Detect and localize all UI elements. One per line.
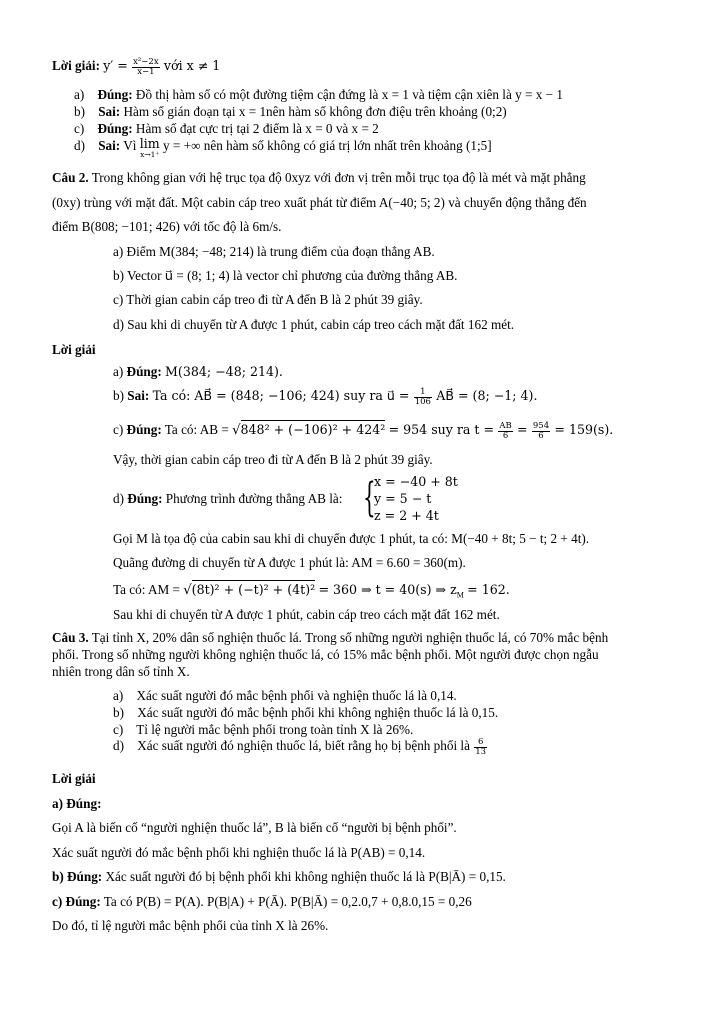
system-equation-z: z = 2 + 4t (374, 508, 439, 523)
equals-sign: = (517, 422, 528, 438)
square-root: √(8t)² + (−t)² + (4t)² (183, 582, 316, 598)
q3-option-b (113, 705, 498, 721)
item-text: Ta có: AM = (113, 582, 180, 597)
solution-heading-line (52, 58, 220, 76)
item-marker: b) (113, 705, 124, 720)
fraction-denominator: 6 (502, 430, 509, 441)
square-root: √848² + (−106)² + 424² (232, 422, 386, 439)
question-text: Trong không gian với hệ trục tọa độ 0xyz với đơn vị trên mỗi trục tọa độ là mét và mặt phẳng (91, 170, 586, 185)
item-text: Vì (123, 138, 137, 153)
derivative-lead: y′ = (103, 58, 128, 74)
limit-word: lim (139, 136, 160, 151)
item-marker: d) (113, 491, 124, 506)
s3-pab: Xác suất người đó mắc bệnh phổi khi nghiện thuốc lá là P(AB) = 0,14. (52, 845, 426, 860)
s2-c-conclusion: Vậy, thời gian cabin cáp treo đi từ A đến B là 2 phút 39 giây. (113, 452, 433, 467)
radicand: 848² + (−106)² + 424² (240, 422, 386, 438)
fraction-denominator: x−1 (137, 66, 155, 77)
s3-definition: Gọi A là biến cố “người nghiện thuốc lá”, B là biến cố “người bị bệnh phổi”. (52, 820, 457, 835)
limit-subscript: x→1⁺ (140, 149, 160, 159)
item-verdict: b) Đúng: (52, 869, 103, 884)
item-verdict: Sai: (127, 388, 150, 404)
derivative-tail: với x ≠ 1 (163, 58, 221, 74)
question-label: Câu 3. (52, 630, 89, 645)
q2-option-b: b) Vector u⃗ = (8; 1; 4) là vector chỉ phương của đường thẳng AB. (113, 268, 458, 283)
item-marker: a) (113, 364, 124, 379)
system-brace: { (363, 475, 376, 521)
fraction-denominator: 6 (538, 430, 544, 441)
q3-line-3: nhiên trong dân số tỉnh X. (52, 664, 190, 679)
question-label: Câu 2. (52, 170, 89, 185)
inline-fraction (498, 422, 512, 440)
question-text: Tại tỉnh X, 20% dân số nghiện thuốc lá. Trong số những người nghiện thuốc lá, có 70% mắc bệnh (91, 630, 609, 645)
fraction-numerator: 1 (414, 388, 432, 398)
p1-item-a (74, 87, 563, 103)
item-verdict: Đúng: (127, 491, 163, 506)
inline-fraction (532, 422, 550, 440)
item-text: Xác suất người đó mắc bệnh phổi và nghiện thuốc lá là 0,14. (136, 688, 457, 703)
q2-option-a: a) Điểm M(384; −48; 214) là trung điểm của đoạn thẳng AB. (113, 244, 435, 259)
system-equation-y: y = 5 − t (374, 491, 432, 506)
item-verdict: Đúng: (97, 87, 133, 102)
s2-heading: Lời giải (52, 342, 96, 357)
fraction-denominator: 13 (475, 746, 487, 757)
item-marker: a) (74, 87, 85, 102)
p1-item-c (74, 121, 379, 137)
q2-line-3: điểm B(808; −101; 426) với tốc độ là 6m/s. (52, 219, 282, 234)
q3-line-1 (52, 630, 608, 646)
item-marker: c) (113, 422, 124, 438)
s3-conclusion: Do đó, tỉ lệ người mắc bệnh phổi của tỉnh X là 26%. (52, 918, 329, 933)
item-text: M(384; −48; 214). (165, 364, 283, 379)
line-system (374, 473, 458, 524)
s2-c (113, 422, 613, 440)
s2-d (113, 491, 342, 507)
item-marker: c) (113, 722, 124, 737)
item-verdict: Đúng: (97, 121, 133, 136)
item-text: Xác suất người đó mắc bệnh phổi khi không nghiện thuốc lá là 0,15. (137, 705, 499, 720)
s3-a-label: a) Đúng: (52, 796, 102, 811)
item-text: Ta có P(B) = P(A). P(B|A) + P(Ā). P(B|Ā) = 0,2.0,7 + 0,8.0,15 = 0,26 (103, 894, 472, 909)
item-text: Tỉ lệ người mắc bệnh phổi trong toàn tỉnh X là 26%. (136, 722, 414, 737)
fraction-numerator: x²−2x (133, 57, 159, 67)
p1-item-b (74, 104, 507, 120)
item-verdict: Sai: (98, 138, 121, 153)
item-text: = 159(s). (554, 422, 614, 438)
fraction-numerator: 6 (474, 738, 487, 748)
fraction-numerator: 954 (532, 421, 550, 431)
s2-calc-line (113, 582, 510, 600)
inline-fraction (414, 388, 432, 406)
s2-am-line: Quãng đường di chuyển từ A được 1 phút là: AM = 6.60 = 360(m). (113, 555, 466, 570)
item-text: y = +∞ nên hàm số không có giá trị lớn nhất trên khoảng (1;5] (163, 138, 492, 153)
item-marker: c) (74, 121, 85, 136)
q2-line-2: (0xy) trùng với mặt đất. Một cabin cáp treo xuất phát từ điểm A(−40; 5; 2) và chuyển động thẳng đến (52, 195, 587, 210)
item-text: Ta có: AB = (164, 422, 229, 438)
item-text: Xác suất người đó nghiện thuốc lá, biết rằng họ bị bệnh phổi là (137, 738, 470, 754)
item-text: Ta có: AB⃗ = (848; −106; 424) suy ra u⃗ = (152, 388, 410, 404)
item-text: Xác suất người đó bị bệnh phổi khi không nghiện thuốc lá là P(B|Ā) = 0,15. (105, 869, 506, 884)
q2-line-1 (52, 170, 586, 186)
item-text: = 954 suy ra t = (388, 422, 495, 438)
fraction-numerator: AB (499, 421, 512, 431)
s2-m-line: Gọi M là tọa độ của cabin sau khi di chuyển được 1 phút, ta có: M(−40 + 8t; 5 − t; 2 + 4t). (113, 531, 590, 546)
s3-heading: Lời giải (52, 771, 96, 786)
item-text: Hàm số gián đoạn tại x = 1nên hàm số không đơn điệu trên khoảng (0;2) (123, 104, 507, 119)
p1-item-d (74, 138, 492, 158)
subscript: M (456, 590, 464, 600)
q3-option-a (113, 688, 457, 704)
item-marker: d) (74, 138, 85, 153)
q3-option-d (113, 738, 488, 756)
item-text: = 162. (467, 582, 510, 597)
solution-label: Lời giải: (52, 58, 100, 74)
item-text: AB⃗ = (8; −1; 4). (436, 388, 538, 404)
item-text: Phương trình đường thẳng AB là: (165, 491, 343, 506)
q2-option-c: c) Thời gian cabin cáp treo đi từ A đến B là 2 phút 39 giây. (113, 292, 423, 307)
fraction-denominator: 106 (414, 396, 431, 407)
system-equation-x: x = −40 + 8t (374, 474, 458, 489)
item-verdict: Sai: (98, 104, 121, 119)
s3-b (52, 869, 506, 885)
q3-line-2: phổi. Trong số những người không nghiện thuốc lá, có 15% mắc bệnh phổi. Một người được chọn ngẫu (52, 647, 599, 662)
item-verdict: Đúng: (126, 364, 162, 379)
limit-expression (140, 138, 160, 158)
item-marker: d) (113, 738, 124, 754)
item-text: Hàm số đạt cực trị tại 2 điểm là x = 0 và x = 2 (135, 121, 379, 136)
item-marker: a) (113, 688, 124, 703)
s2-a (113, 364, 283, 380)
item-verdict: c) Đúng: (52, 894, 101, 909)
item-verdict: Đúng: (126, 422, 162, 438)
item-text: = 360 ⇒ t = 40(s) ⇒ z (318, 582, 457, 597)
q2-option-d: d) Sau khi di chuyển từ A được 1 phút, cabin cáp treo cách mặt đất 162 mét. (113, 317, 515, 332)
inline-fraction (474, 738, 487, 756)
radicand: (8t)² + (−t)² + (4t)² (191, 582, 316, 597)
s2-final: Sau khi di chuyển từ A được 1 phút, cabin cáp treo cách mặt đất 162 mét. (113, 607, 500, 622)
item-marker: b) (74, 104, 85, 119)
s3-c (52, 894, 472, 910)
item-marker: b) (113, 388, 124, 404)
derivative-fraction (132, 58, 160, 76)
q3-option-c (113, 722, 413, 738)
item-text: Đồ thị hàm số có một đường tiệm cận đứng là x = 1 và tiệm cận xiên là y = x − 1 (135, 87, 563, 102)
s2-b (113, 388, 537, 406)
